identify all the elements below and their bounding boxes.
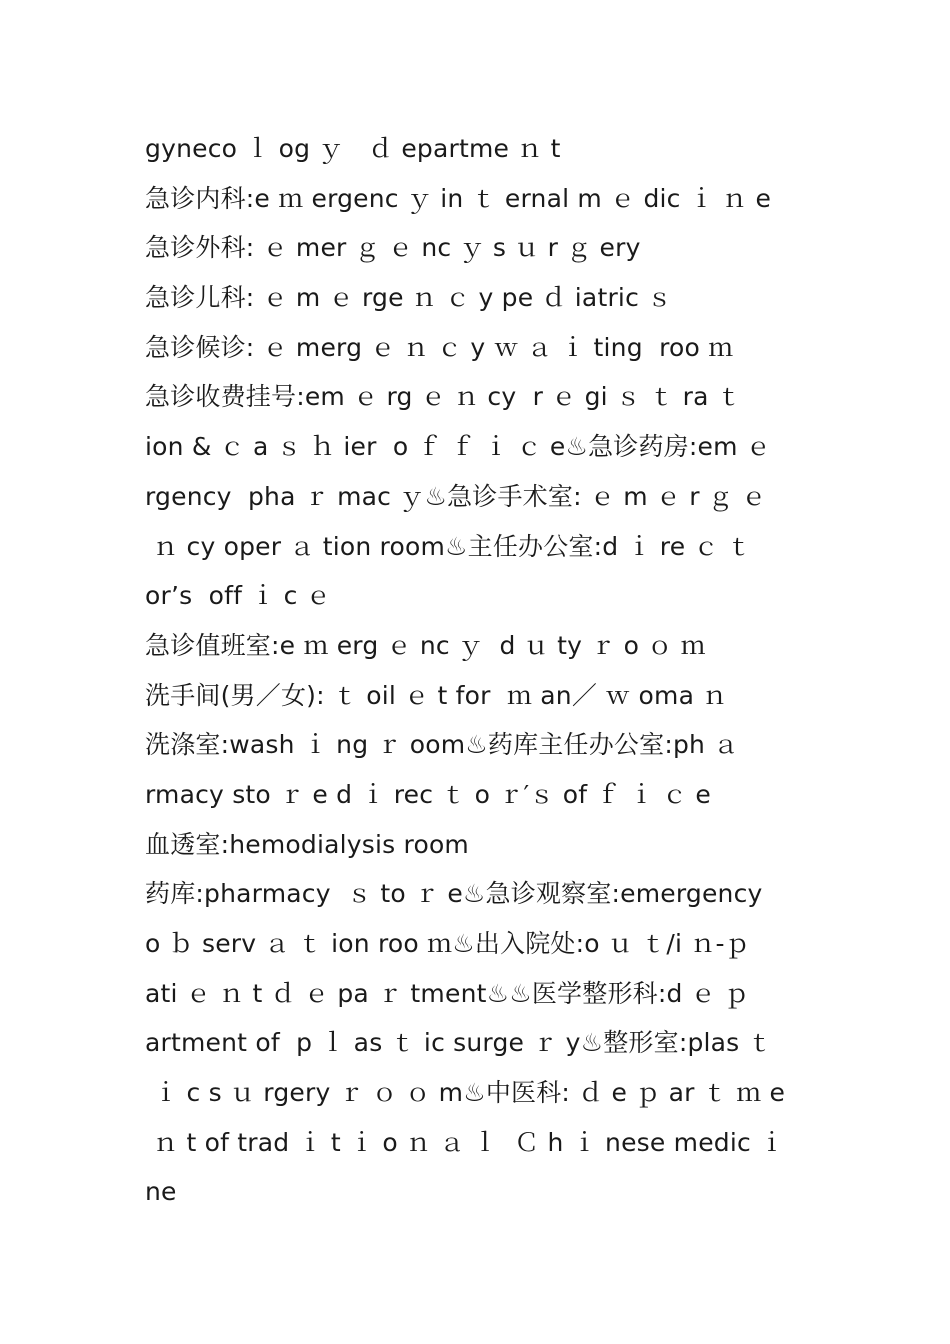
text-line: 血透室:hemodialysis room xyxy=(145,829,469,859)
text-line: gyneco ｌ og ｙ ｄ epartme ｎ t xyxy=(145,134,561,163)
text-line: o ｂ serv ａ ｔ ion roo ｍ♨出入院处:o ｕ ｔ/i ｎ-ｐ xyxy=(145,929,750,958)
text-line: 急诊收费挂号:em ｅ rg ｅ ｎ cy r ｅ gi ｓ ｔ ra ｔ xyxy=(145,382,743,412)
text-line: ati ｅ ｎ t ｄ ｅ pa ｒ tment♨♨医学整形科:d ｅ ｐ xyxy=(145,978,750,1008)
text-line: ｎ t of trad ｉ t ｉ o ｎ ａ ｌ Ｃ h ｉ nese medic ｉ xyxy=(145,1127,785,1157)
text-line: artment of p ｌ as ｔ ic surge ｒ y♨整形室:plas ｔ xyxy=(145,1028,773,1058)
text-line: 急诊值班室:e ｍ erg ｅ nc ｙ d ｕ ty ｒ o ｏ ｍ xyxy=(145,630,706,660)
text-line: 急诊内科:e ｍ ergenc ｙ in ｔ ernal m ｅ dic ｉ ｎ e xyxy=(145,183,772,213)
text-line: 洗手间(男／女): ｔ oil ｅ t for ｍ an／ ｗ oma ｎ xyxy=(145,680,728,710)
text-line: 急诊儿科: ｅ m ｅ rge ｎ ｃ y pe ｄ iatric ｓ xyxy=(145,283,673,313)
text-line: rgency pha ｒ mac ｙ♨急诊手术室: ｅ m ｅ r ｇ ｅ xyxy=(145,481,767,511)
text-line: ｉ c s ｕ rgery ｒ ｏ ｏ m♨中医科: ｄ e ｐ ar ｔ ｍ e xyxy=(145,1078,786,1108)
text-line: ne xyxy=(145,1177,177,1207)
text-line: ｎ cy oper ａ tion room♨主任办公室:d ｉ re ｃ ｔ xyxy=(145,531,753,561)
body-text xyxy=(145,124,810,1217)
text-line: 药库:pharmacy ｓ to ｒ e♨急诊观察室:emergency xyxy=(145,879,763,909)
text-line: 洗涤室:wash ｉ ng ｒ oom♨药库主任办公室:ph ａ xyxy=(145,730,739,760)
text-line: or’s off ｉ c ｅ xyxy=(145,581,331,611)
text-line: 急诊候诊: ｅ merg ｅ ｎ ｃ y ｗ ａ ｉ ting roo ｍ xyxy=(145,332,734,362)
text-line: 急诊外科: ｅ mer ｇ ｅ nc ｙ s ｕ r ｇ ery xyxy=(145,233,641,263)
text-line: rmacy sto ｒ e d ｉ rec ｔ o ｒ′ｓ of ｆ ｉ ｃ e xyxy=(145,779,711,809)
text-line: ion & ｃ a ｓ ｈ ier o ｆ ｆ ｉ ｃ e♨急诊药房:em ｅ xyxy=(145,432,772,462)
